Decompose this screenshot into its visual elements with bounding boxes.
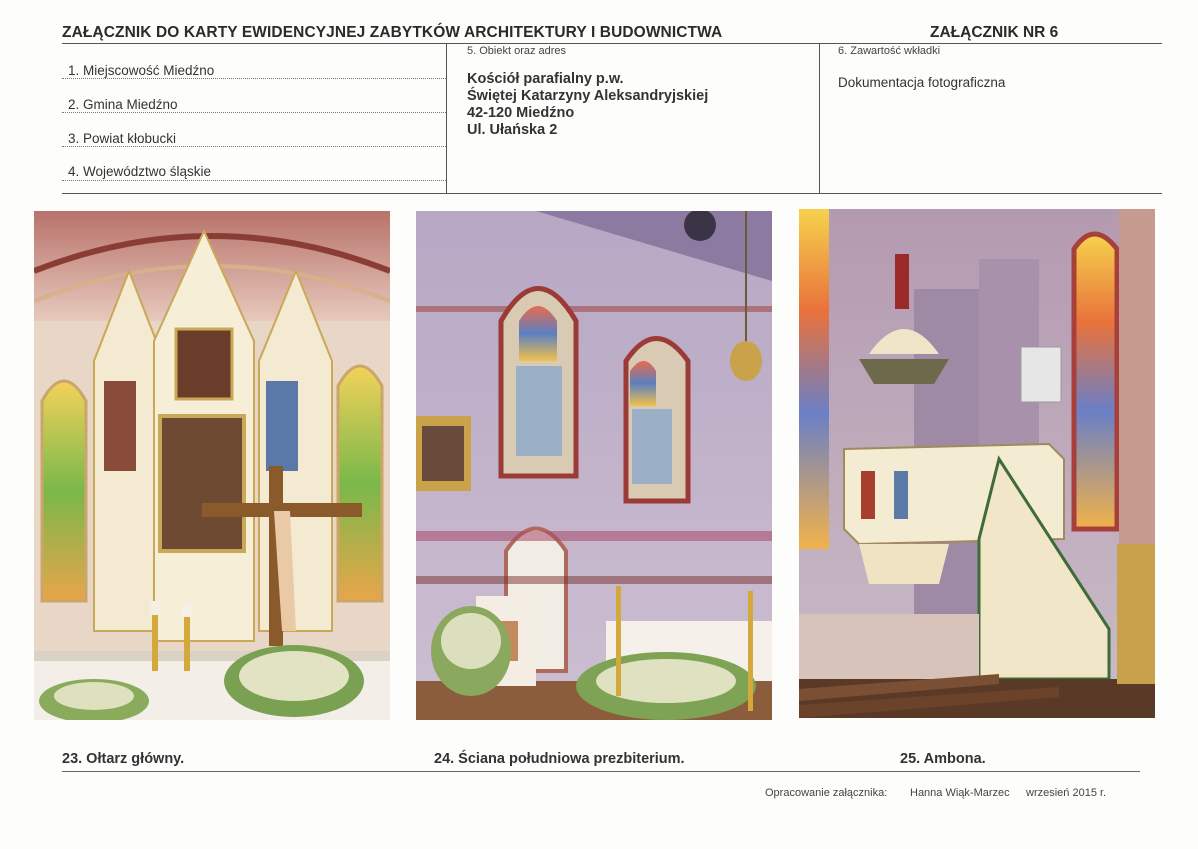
caption-rule bbox=[62, 771, 1140, 772]
field-underline bbox=[62, 146, 446, 147]
object-address bbox=[467, 71, 708, 139]
field-underline bbox=[62, 112, 446, 113]
contents-value: Dokumentacja fotograficzna bbox=[838, 75, 1006, 90]
field-commune: 2. Gmina Miedźno bbox=[68, 97, 178, 112]
caption-wall: 24. Ściana południowa prezbiterium. bbox=[434, 751, 685, 767]
address-line-1: Kościół parafialny p.w. bbox=[467, 71, 624, 87]
wall-photo bbox=[416, 211, 772, 720]
annex-number: ZAŁĄCZNIK NR 6 bbox=[930, 24, 1059, 41]
altar-photo bbox=[34, 211, 390, 720]
field-county: 3. Powiat kłobucki bbox=[68, 131, 177, 146]
form-bottom-rule bbox=[62, 193, 1162, 194]
prepared-label: Opracowanie załącznika: bbox=[765, 787, 888, 799]
field-underline bbox=[62, 180, 446, 181]
field-town: 1. Miejscowość Miedźno bbox=[68, 63, 215, 78]
caption-pulpit: 25. Ambona. bbox=[900, 751, 986, 767]
column-divider-1 bbox=[446, 43, 447, 193]
header-rule bbox=[62, 43, 1162, 44]
address-line-2: Świętej Katarzyny Aleksandryjskiej bbox=[467, 88, 709, 104]
caption-altar: 23. Ołtarz główny. bbox=[62, 751, 185, 767]
address-line-3: 42-120 Miedźno bbox=[467, 105, 575, 121]
address-line-4: Ul. Ułańska 2 bbox=[467, 122, 558, 138]
field-voivodeship: 4. Województwo śląskie bbox=[68, 164, 212, 179]
prepared-date: wrzesień 2015 r. bbox=[1026, 787, 1107, 799]
document-title: ZAŁĄCZNIK DO KARTY EWIDENCYJNEJ ZABYTKÓW ARCHITEKTURY I BUDOWNICTWA bbox=[62, 24, 723, 41]
column-divider-2 bbox=[819, 43, 820, 193]
contents-label: 6. Zawartość wkładki bbox=[838, 45, 941, 57]
author-name: Hanna Wiąk-Marzec bbox=[910, 787, 1010, 799]
field-underline bbox=[62, 78, 446, 79]
pulpit-photo bbox=[799, 209, 1155, 718]
object-label: 5. Obiekt oraz adres bbox=[467, 45, 567, 57]
